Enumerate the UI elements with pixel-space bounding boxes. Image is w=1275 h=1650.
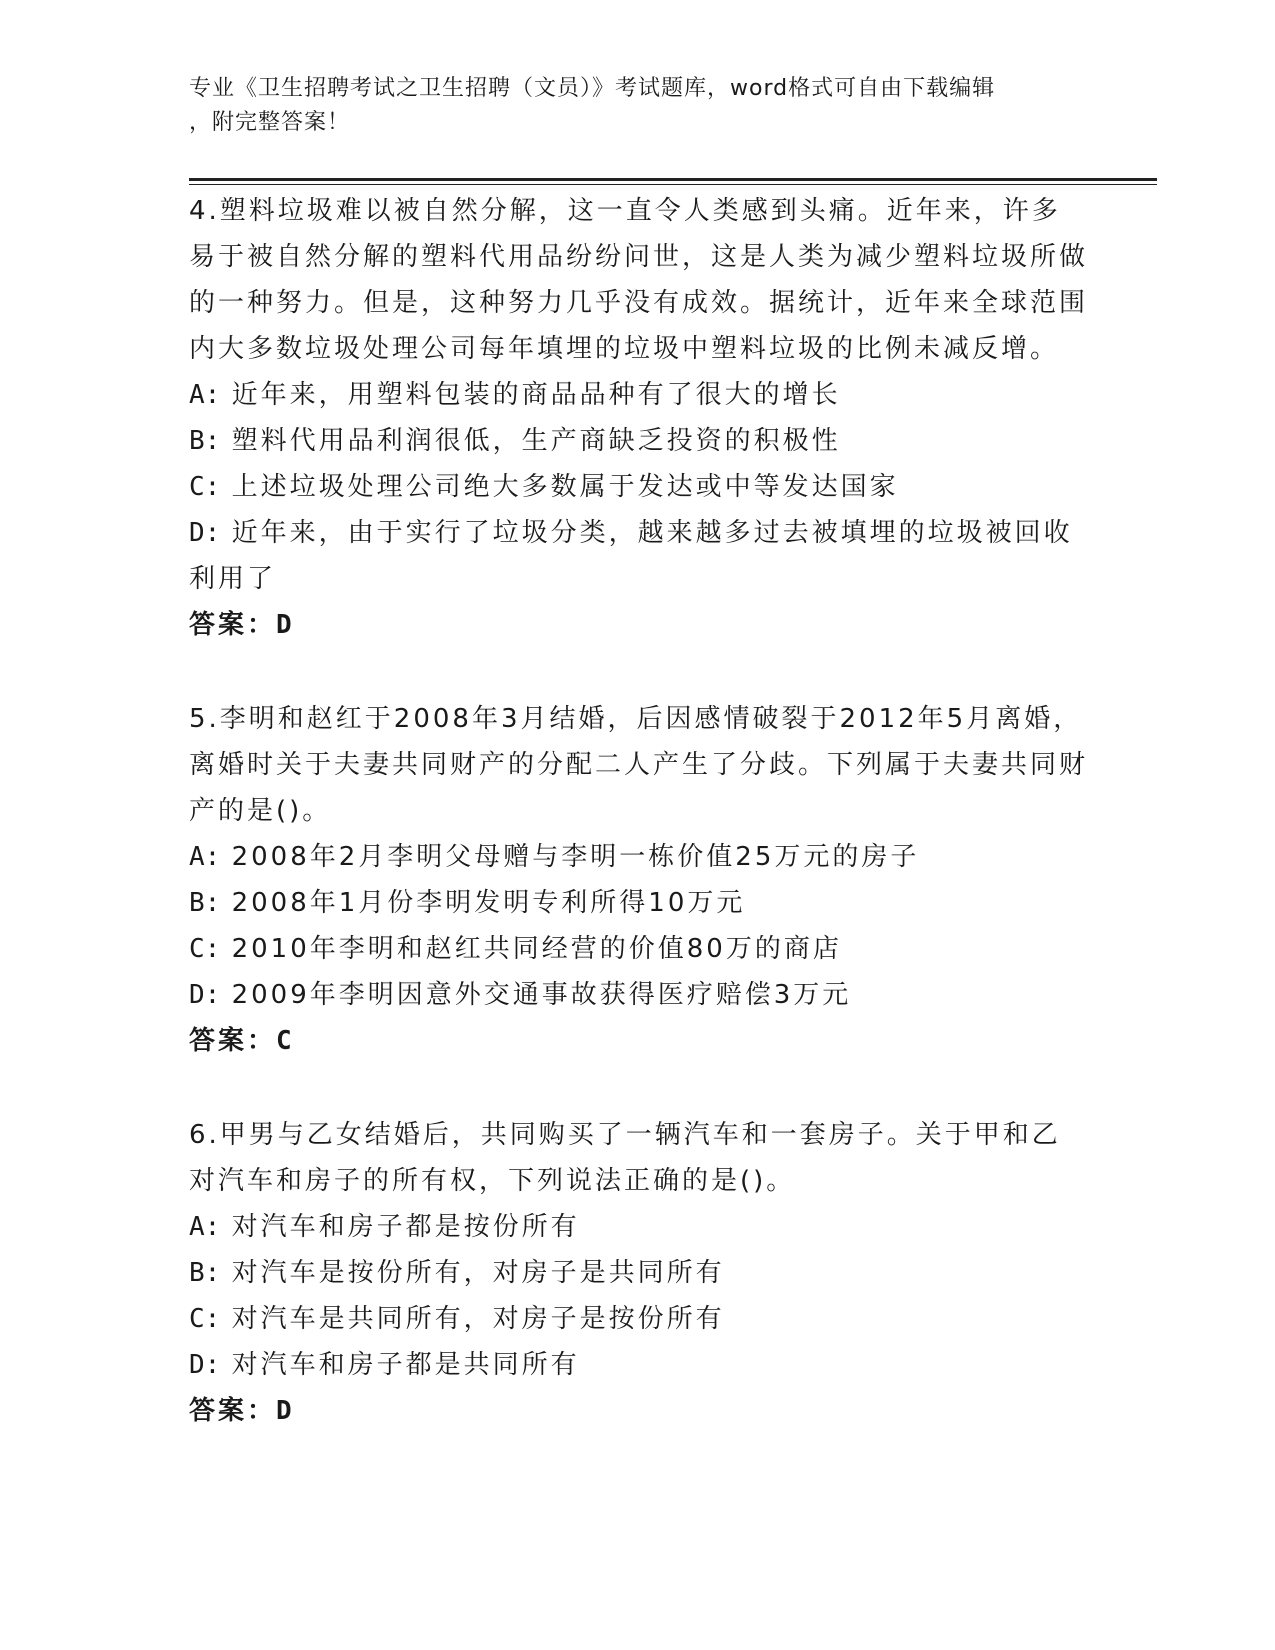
header-divider-thick [189,178,1157,181]
option-text: 对汽车和房子都是按份所有 [231,1212,580,1242]
option-letter: B: [189,1258,221,1288]
option-letter: B: [189,426,221,456]
option-b [189,418,1089,464]
option-c [189,926,1089,972]
option-a [189,372,1089,418]
option-d [189,972,1089,1018]
answer-label: 答案： [189,1026,277,1056]
header-line-1: 专业《卫生招聘考试之卫生招聘（文员）》考试题库，word格式可自由下载编辑 [189,76,996,101]
answer-line [189,1388,1089,1434]
answer-label: 答案： [189,610,277,640]
option-text: 对汽车和房子都是共同所有 [231,1350,580,1380]
question-list [189,188,1089,1482]
answer-line [189,1018,1089,1064]
option-text: 对汽车是共同所有，对房子是按份所有 [231,1304,725,1334]
option-text: 上述垃圾处理公司绝大多数属于发达或中等发达国家 [231,472,899,502]
answer-line [189,602,1089,648]
option-letter: D: [189,518,221,548]
question-text: 6.甲男与乙女结婚后，共同购买了一辆汽车和一套房子。关于甲和乙对汽车和房子的所有权，下列说法正确的是()。 [189,1120,1061,1196]
option-c [189,1296,1089,1342]
answer-value: D [276,610,295,640]
option-letter: C: [189,934,221,964]
question-text: 5.李明和赵红于2008年3月结婚，后因感情破裂于2012年5月离婚，离婚时关于夫妻共同财产的分配二人产生了分歧。下列属于夫妻共同财产的是()。 [189,704,1089,826]
option-letter: A: [189,380,221,410]
option-letter: D: [189,980,221,1010]
document-header [189,72,1089,140]
option-d [189,510,1089,602]
option-letter: C: [189,472,221,502]
option-letter: A: [189,1212,221,1242]
answer-value: C [276,1026,295,1056]
header-divider-thin [189,184,1157,185]
option-letter: C: [189,1304,221,1334]
question-text: 4.塑料垃圾难以被自然分解，这一直令人类感到头痛。近年来，许多易于被自然分解的塑料代用品纷纷问世，这是人类为减少塑料垃圾所做的一种努力。但是，这种努力几乎没有成效。据统计，近年来全球范围内大多数垃圾处理公司每年填埋的垃圾中塑料垃圾的比例未减反增。 [189,196,1089,364]
option-a [189,834,1089,880]
option-text: 2008年2月李明父母赠与李明一栋价值25万元的房子 [231,842,920,872]
answer-value: D [276,1396,295,1426]
option-b [189,880,1089,926]
question-4 [189,188,1089,648]
option-letter: B: [189,888,221,918]
option-text: 2008年1月份李明发明专利所得10万元 [231,888,746,918]
header-line-2: ，附完整答案！ [189,110,351,135]
option-text: 近年来，用塑料包装的商品品种有了很大的增长 [231,380,841,410]
question-6 [189,1112,1089,1434]
option-letter: D: [189,1350,221,1380]
option-a [189,1204,1089,1250]
question-5 [189,696,1089,1064]
option-letter: A: [189,842,221,872]
option-d [189,1342,1089,1388]
option-text: 对汽车是按份所有，对房子是共同所有 [231,1258,725,1288]
option-text: 近年来，由于实行了垃圾分类，越来越多过去被填埋的垃圾被回收利用了 [189,518,1073,594]
option-text: 2010年李明和赵红共同经营的价值80万的商店 [231,934,842,964]
answer-label: 答案： [189,1396,277,1426]
option-b [189,1250,1089,1296]
option-text: 2009年李明因意外交通事故获得医疗赔偿3万元 [231,980,852,1010]
option-c [189,464,1089,510]
option-text: 塑料代用品利润很低，生产商缺乏投资的积极性 [231,426,841,456]
